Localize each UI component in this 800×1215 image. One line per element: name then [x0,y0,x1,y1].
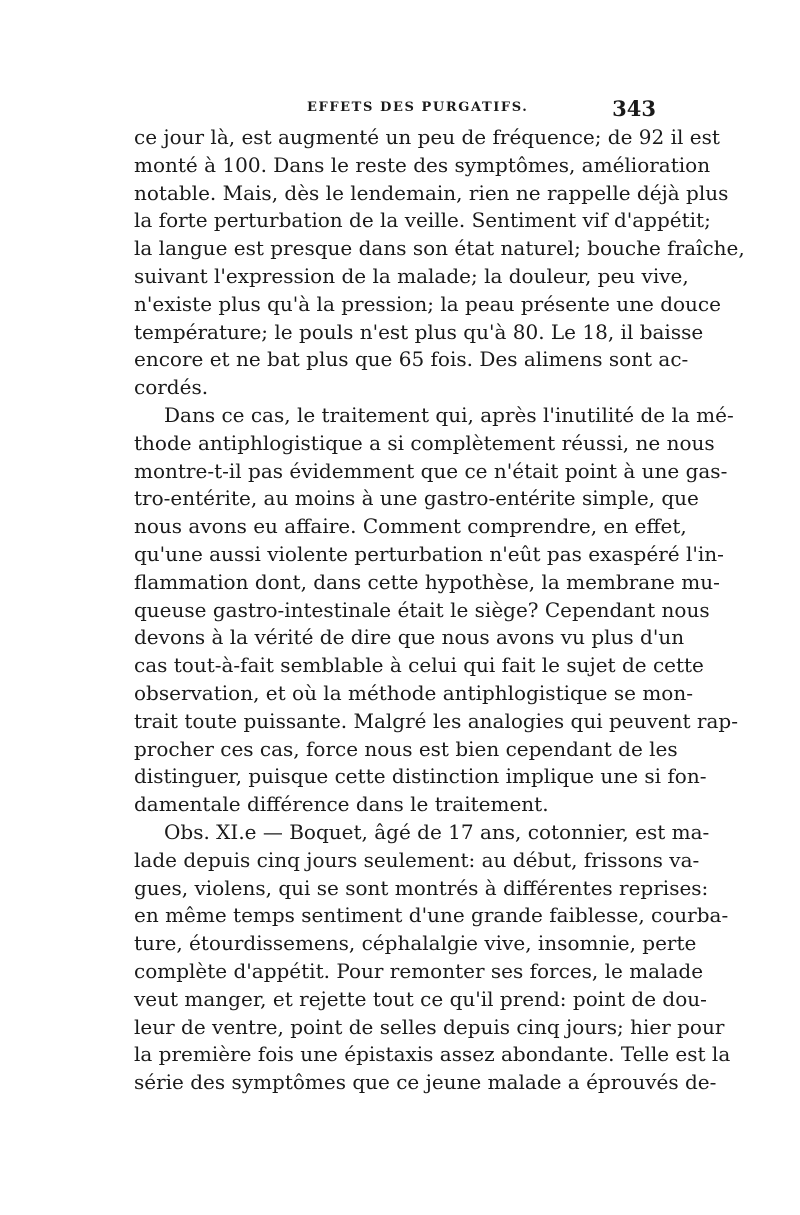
text-line: devons à la vérité de dire que nous avons vu plus d'un [134,625,685,650]
text-line: qu'une aussi violente perturbation n'eût pas exaspéré l'in- [134,541,724,566]
text-line: en même temps sentiment d'une grande faiblesse, courba- [134,903,729,928]
text-line: tro-entérite, au moins à une gastro-entérite simple, que [134,486,699,511]
text-line: monté à 100. Dans le reste des symptômes, amélioration [134,152,711,177]
observation-heading-line: Obs. XI.e — Boquet, âgé de 17 ans, cotonnier, est ma- [164,819,710,844]
text-line: veut manger, et rejette tout ce qu'il prend: point de dou- [134,986,707,1011]
text-line: série des symptômes que ce jeune malade a éprouvés de- [134,1070,717,1095]
text-line: nous avons eu affaire. Comment comprendre, en effet, [134,514,687,539]
text-line: queuse gastro-intestinale était le siège? Cependant nous [134,597,710,622]
text-line: damentale différence dans le traitement. [134,792,549,817]
text-line: flammation dont, dans cette hypothèse, la membrane mu- [134,569,720,594]
text-line: encore et ne bat plus que 65 fois. Des alimens sont ac- [134,347,689,372]
text-line: lade depuis cinq jours seulement: au début, frissons va- [134,847,700,872]
text-line: cordés. [134,375,209,400]
paragraph-start-line: Dans ce cas, le traitement qui, après l'inutilité de la mé- [164,402,734,427]
text-line: montre-t-il pas évidemment que ce n'était point à une gas- [134,458,728,483]
text-line: observation, et où la méthode antiphlogistique se mon- [134,680,693,705]
text-line: gues, violens, qui se sont montrés à différentes reprises: [134,875,709,900]
body-text [134,124,745,1097]
text-line: ture, étourdissemens, céphalalgie vive, insomnie, perte [134,931,697,956]
text-line: cas tout-à-fait semblable à celui qui fait le sujet de cette [134,653,704,678]
running-head: EFFETS DES PURGATIFS. [307,100,529,115]
text-line: complète d'appétit. Pour remonter ses forces, le malade [134,958,704,983]
text-line: température; le pouls n'est plus qu'à 80. Le 18, il baisse [134,319,704,344]
text-line: procher ces cas, force nous est bien cependant de les [134,736,678,761]
page-number: 343 [612,96,656,121]
page-header [134,96,656,126]
text-line: n'existe plus qu'à la pression; la peau présente une douce [134,291,721,316]
text-line: la forte perturbation de la veille. Sentiment vif d'appétit; [134,208,711,233]
text-line: notable. Mais, dès le lendemain, rien ne rappelle déjà plus [134,180,729,205]
text-line: distinguer, puisque cette distinction implique une si fon- [134,764,707,789]
text-line: la langue est presque dans son état naturel; bouche fraîche, [134,236,745,261]
text-line: trait toute puissante. Malgré les analogies qui peuvent rap- [134,708,738,733]
text-line: thode antiphlogistique a si complètement réussi, ne nous [134,430,715,455]
text-line: ce jour là, est augmenté un peu de fréquence; de 92 il est [134,125,720,149]
text-line: la première fois une épistaxis assez abondante. Telle est la [134,1042,731,1067]
text-line: leur de ventre, point de selles depuis cinq jours; hier pour [134,1014,725,1039]
text-line: suivant l'expression de la malade; la douleur, peu vive, [134,263,689,288]
